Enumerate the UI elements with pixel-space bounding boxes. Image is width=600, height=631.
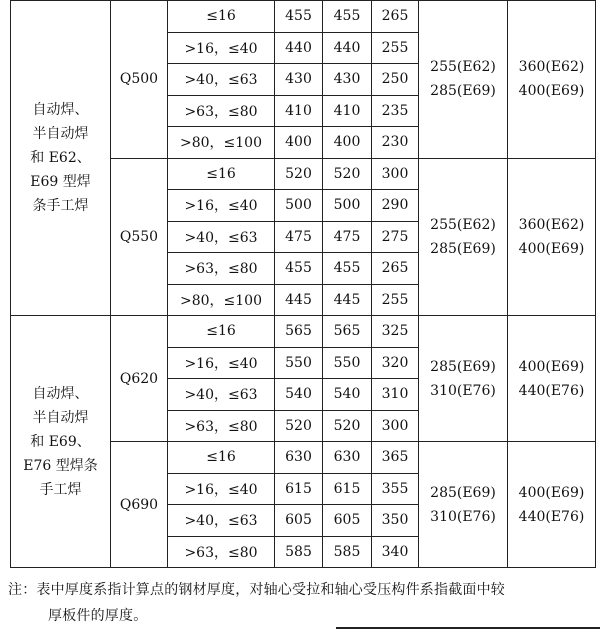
value-cell: 445: [323, 284, 372, 316]
value-cell: 455: [323, 253, 372, 285]
value-cell: 550: [275, 347, 323, 379]
note-line-1: 注：表中厚度系指计算点的钢材厚度，对轴心受拉和轴心受压构件系指截面中较: [8, 582, 505, 598]
value-cell: 430: [323, 64, 372, 96]
value-cell: 250: [372, 64, 419, 96]
value-cell: 410: [323, 95, 372, 127]
value-cell: 400: [323, 127, 372, 159]
thickness-cell: >63，≤80: [168, 410, 275, 442]
thickness-cell: >40，≤63: [168, 379, 275, 411]
weld-method-line: 半自动焊: [32, 126, 89, 142]
value-cell: 255: [372, 32, 419, 64]
value-cell: 275: [372, 221, 419, 253]
value-cell: 355: [372, 473, 419, 505]
thickness-cell: >40，≤63: [168, 221, 275, 253]
steel-grade-cell: Q690: [111, 442, 168, 568]
electrode-value: 400(E69): [518, 484, 585, 501]
thickness-cell: >40，≤63: [168, 505, 275, 537]
electrode-value: 285(E69): [430, 358, 496, 375]
thickness-cell: >63，≤80: [168, 536, 275, 568]
value-cell: 350: [372, 505, 419, 537]
tensile-strength-cell: [508, 316, 596, 442]
electrode-value: 360(E62): [518, 216, 585, 233]
fillet-weld-strength-cell: [419, 158, 508, 316]
table-row: [11, 316, 596, 348]
value-cell: 615: [323, 473, 372, 505]
value-cell: 605: [275, 505, 323, 537]
value-cell: 440: [323, 32, 372, 64]
electrode-value: 285(E69): [430, 83, 496, 100]
electrode-value: 285(E69): [430, 484, 496, 501]
fillet-weld-strength-cell: [419, 442, 508, 568]
electrode-value: 440(E76): [518, 508, 585, 525]
page-bottom-rule: [336, 627, 600, 629]
value-cell: 445: [275, 284, 323, 316]
value-cell: 615: [275, 473, 323, 505]
value-cell: 585: [323, 536, 372, 568]
electrode-value: 285(E69): [430, 240, 496, 257]
table-note: [8, 577, 596, 629]
value-cell: 440: [275, 32, 323, 64]
table-body: [11, 1, 596, 568]
value-cell: 630: [275, 442, 323, 474]
thickness-cell: >16，≤40: [168, 190, 275, 222]
value-cell: 520: [323, 410, 372, 442]
value-cell: 585: [275, 536, 323, 568]
fillet-weld-strength-cell: [419, 1, 508, 159]
value-cell: 520: [323, 158, 372, 190]
value-cell: 340: [372, 536, 419, 568]
thickness-cell: ≤16: [168, 1, 275, 33]
weld-method-cell: [11, 316, 111, 568]
value-cell: 500: [323, 190, 372, 222]
weld-method-cell: [11, 1, 111, 316]
electrode-value: 400(E69): [518, 83, 585, 100]
weld-method-line: 手工焊: [39, 481, 82, 498]
value-cell: 320: [372, 347, 419, 379]
thickness-cell: >16，≤40: [168, 347, 275, 379]
value-cell: 430: [275, 64, 323, 96]
value-cell: 520: [275, 158, 323, 190]
value-cell: 365: [372, 442, 419, 474]
weld-method-line: 和 E62、: [30, 150, 91, 166]
value-cell: 550: [323, 347, 372, 379]
electrode-value: 310(E76): [430, 382, 496, 399]
thickness-cell: >80，≤100: [168, 127, 275, 159]
value-cell: 255: [372, 284, 419, 316]
fillet-weld-strength-cell: [419, 316, 508, 442]
value-cell: 455: [323, 1, 372, 33]
value-cell: 310: [372, 379, 419, 411]
value-cell: 565: [323, 316, 372, 348]
electrode-value: 400(E69): [518, 240, 585, 257]
note-line-2: 厚板件的厚度。: [48, 608, 148, 624]
value-cell: 630: [323, 442, 372, 474]
weld-method-line: 条手工焊: [32, 198, 89, 214]
value-cell: 540: [323, 379, 372, 411]
value-cell: 475: [323, 221, 372, 253]
value-cell: 400: [275, 127, 323, 159]
weld-method-line: 半自动焊: [32, 409, 89, 426]
electrode-value: 310(E76): [430, 508, 496, 525]
electrode-value: 255(E62): [430, 216, 496, 233]
steel-grade-cell: Q500: [111, 1, 168, 159]
tensile-strength-cell: [508, 442, 596, 568]
value-cell: 410: [275, 95, 323, 127]
value-cell: 520: [275, 410, 323, 442]
thickness-cell: ≤16: [168, 158, 275, 190]
electrode-value: 440(E76): [518, 382, 585, 399]
tensile-strength-cell: [508, 1, 596, 159]
value-cell: 265: [372, 253, 419, 285]
value-cell: 235: [372, 95, 419, 127]
weld-method-line: 自动焊、: [32, 385, 89, 402]
thickness-cell: >16，≤40: [168, 32, 275, 64]
value-cell: 300: [372, 158, 419, 190]
weld-strength-table: [10, 0, 596, 568]
value-cell: 455: [275, 1, 323, 33]
weld-method-line: 和 E69、: [30, 433, 91, 450]
value-cell: 455: [275, 253, 323, 285]
value-cell: 300: [372, 410, 419, 442]
weld-method-line: E69 型焊: [30, 174, 91, 190]
thickness-cell: >16，≤40: [168, 473, 275, 505]
value-cell: 475: [275, 221, 323, 253]
steel-grade-cell: Q620: [111, 316, 168, 442]
thickness-cell: >63，≤80: [168, 95, 275, 127]
thickness-cell: >80，≤100: [168, 284, 275, 316]
value-cell: 540: [275, 379, 323, 411]
tensile-strength-cell: [508, 158, 596, 316]
value-cell: 230: [372, 127, 419, 159]
thickness-cell: ≤16: [168, 442, 275, 474]
value-cell: 325: [372, 316, 419, 348]
steel-grade-cell: Q550: [111, 158, 168, 316]
weld-method-line: 自动焊、: [32, 102, 89, 118]
value-cell: 605: [323, 505, 372, 537]
thickness-cell: ≤16: [168, 316, 275, 348]
electrode-value: 360(E62): [518, 59, 585, 76]
weld-method-line: E76 型焊条: [23, 457, 98, 474]
value-cell: 265: [372, 1, 419, 33]
thickness-cell: >40，≤63: [168, 64, 275, 96]
value-cell: 565: [275, 316, 323, 348]
table-row: [11, 1, 596, 33]
value-cell: 290: [372, 190, 419, 222]
thickness-cell: >63，≤80: [168, 253, 275, 285]
value-cell: 500: [275, 190, 323, 222]
electrode-value: 400(E69): [518, 358, 585, 375]
electrode-value: 255(E62): [430, 59, 496, 76]
